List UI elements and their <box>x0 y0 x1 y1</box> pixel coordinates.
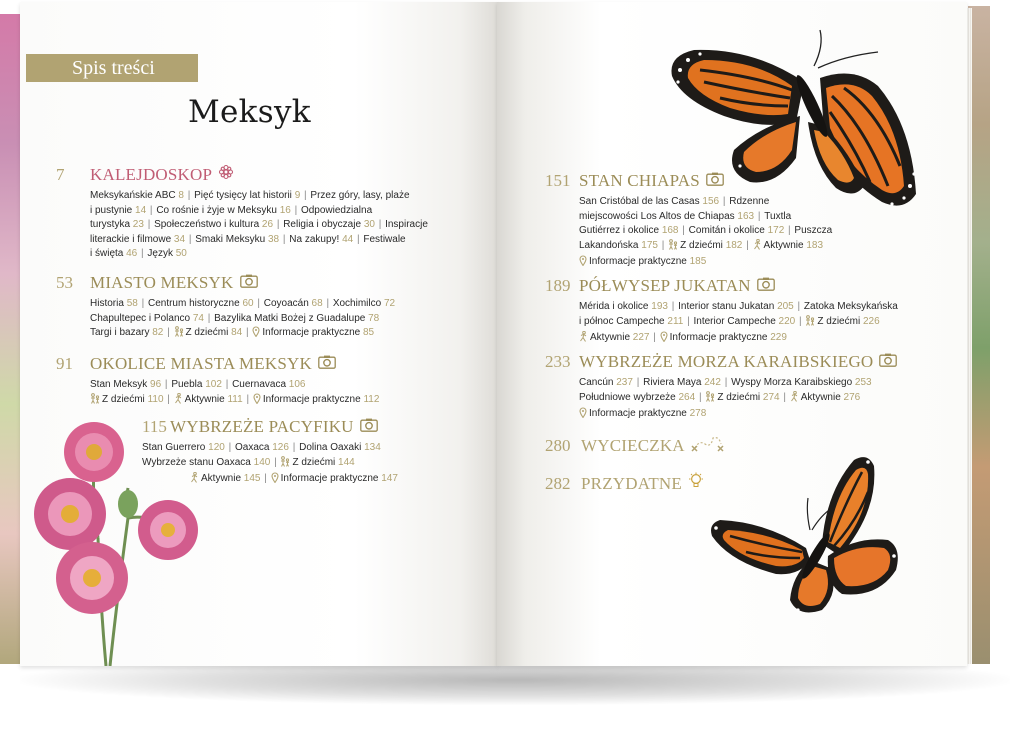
separator: | <box>633 377 643 388</box>
toc-entry[interactable] <box>232 379 305 390</box>
toc-entry-page: 168 <box>661 225 679 236</box>
camera-icon <box>879 353 897 372</box>
toc-entry-label: Centrum historyczne <box>147 298 243 309</box>
toc-entry-label: Co rośnie i żyje w Meksyku <box>156 204 280 216</box>
toc-entry-page: 38 <box>268 233 280 245</box>
toc-entry[interactable] <box>668 240 742 251</box>
toc-entry-page: 193 <box>651 301 668 312</box>
toc-entry[interactable] <box>363 234 405 245</box>
toc-entry[interactable] <box>579 240 658 251</box>
toc-entry-page: 226 <box>862 315 880 327</box>
toc-entry-page: 229 <box>770 332 787 343</box>
toc-entry[interactable] <box>148 298 254 309</box>
toc-entry-label: Coyoacán <box>263 298 312 309</box>
section-title: WYBRZEŻE MORZA KARAIBSKIEGO <box>579 352 874 371</box>
kids-icon <box>668 239 678 256</box>
toc-entry-page: 110 <box>147 393 164 405</box>
toc-entry-label: Historia <box>90 298 127 309</box>
toc-entry-label: literackie i filmowe <box>90 233 174 245</box>
toc-section-wycieczka[interactable] <box>545 434 725 457</box>
toc-entry-label: Puebla <box>171 379 206 390</box>
separator: | <box>323 298 332 309</box>
toc-entry-label: Aktywnie <box>763 239 807 251</box>
separator: | <box>261 473 270 484</box>
toc-entry-label: Chapultepec i Polanco <box>90 312 193 324</box>
separator: | <box>794 301 803 312</box>
toc-entry-page: 227 <box>632 332 650 343</box>
toc-entry-page: 147 <box>381 473 398 484</box>
camera-icon <box>360 418 378 437</box>
kids-icon <box>705 391 715 408</box>
section-page-number: 53 <box>56 273 73 292</box>
toc-entry-page: 68 <box>311 298 323 309</box>
separator: | <box>138 248 147 259</box>
toc-entry-label: Bazylika Matki Bożej z Guadalupe <box>214 312 369 324</box>
toc-entry-label: Wyspy Morza Karaibskiego <box>731 377 855 388</box>
toc-entry[interactable] <box>643 377 721 388</box>
toc-entry-label: Pięć tysięcy lat historii <box>194 190 295 201</box>
toc-entry-label: Rdzenne <box>729 196 770 207</box>
section-page-number: 233 <box>545 352 571 371</box>
separator: | <box>243 393 252 405</box>
toc-entry[interactable] <box>579 225 679 236</box>
toc-entry-page: 276 <box>843 391 861 403</box>
toc-section-okolice[interactable] <box>56 354 379 409</box>
toc-entry[interactable] <box>283 219 375 230</box>
toc-entry[interactable] <box>794 225 832 236</box>
toc-entry-label: Południowe wybrzeże <box>579 391 679 403</box>
section-page-number: 189 <box>545 276 571 295</box>
toc-entry[interactable] <box>660 332 787 343</box>
section-header[interactable] <box>56 273 395 293</box>
toc-entry-page: 145 <box>243 473 261 484</box>
section-title: MIASTO MEKSYK <box>90 273 234 292</box>
toc-entry[interactable] <box>385 219 428 230</box>
section-page-number: 280 <box>545 435 571 455</box>
toc-entry-label: i święta <box>90 248 127 259</box>
toc-entry[interactable] <box>280 457 354 468</box>
pin-icon <box>252 326 260 343</box>
toc-entry-label: Stan Guerrero <box>142 442 209 453</box>
toc-entry-page: 182 <box>725 239 743 251</box>
separator: | <box>204 312 214 324</box>
toc-entry[interactable] <box>705 392 779 403</box>
toc-entry-page: 264 <box>678 391 696 403</box>
separator: | <box>291 204 300 216</box>
mandala-icon <box>218 164 234 185</box>
toc-entry[interactable] <box>174 394 243 405</box>
toc-entry[interactable] <box>689 225 785 236</box>
toc-entry-label: Xochimilco <box>332 298 384 309</box>
toc-entry-label: Comitán i okolice <box>688 225 768 236</box>
toc-entry-label: Z dziećmi <box>817 315 863 327</box>
toc-entry-label: Inspiracje <box>385 219 428 230</box>
toc-section-kalejdoskop[interactable] <box>56 164 428 262</box>
toc-entry-label: Oaxaca <box>235 442 273 453</box>
toc-section-miasto-meksyk[interactable] <box>56 273 395 343</box>
separator: | <box>254 298 263 309</box>
toc-entry-page: 111 <box>227 393 243 405</box>
toc-entry[interactable] <box>252 327 374 338</box>
separator: | <box>755 210 764 222</box>
separator: | <box>743 239 752 251</box>
toc-entry[interactable] <box>804 301 898 312</box>
section-header[interactable] <box>56 164 428 185</box>
toc-entry[interactable] <box>90 248 137 259</box>
toc-entry-page: 185 <box>689 256 707 267</box>
toc-entry[interactable] <box>90 298 138 309</box>
toc-entry[interactable] <box>805 316 879 327</box>
section-entries <box>579 300 898 348</box>
separator: | <box>650 332 659 343</box>
toc-entry-label: Z dziećmi <box>717 391 763 403</box>
toc-entry[interactable] <box>694 316 796 327</box>
toc-entry-page: 144 <box>338 456 355 468</box>
camera-icon <box>757 277 775 296</box>
toc-entry-label: Religia i obyczaje <box>283 219 364 230</box>
toc-entry-page: 60 <box>242 298 254 309</box>
section-entries <box>90 378 379 409</box>
separator: | <box>186 233 195 245</box>
section-page-number: 91 <box>56 354 73 373</box>
separator: | <box>668 301 678 312</box>
toc-entry-page: 58 <box>126 298 138 309</box>
separator: | <box>138 298 147 309</box>
toc-entry-label: Z dziećmi <box>292 456 339 468</box>
toc-entry-page: 16 <box>279 204 291 216</box>
toc-entry-label: Z dziećmi <box>185 327 232 338</box>
toc-entry[interactable] <box>310 190 409 201</box>
toc-entry-label: Społeczeństwo i kultura <box>154 219 262 230</box>
section-title: PRZYDATNE <box>581 473 682 493</box>
toc-entry-label: Cuernavaca <box>232 379 289 390</box>
section-entries <box>90 297 395 343</box>
toc-entry-label: Gutiérrez i okolice <box>579 225 662 236</box>
toc-entry-page: 26 <box>261 219 274 230</box>
toc-entry-label: Festiwale <box>363 233 406 245</box>
toc-entry[interactable] <box>214 313 379 324</box>
section-page-number: 7 <box>56 164 65 184</box>
toc-entry-page: 175 <box>641 239 658 251</box>
toc-entry-page: 85 <box>362 327 375 338</box>
section-header[interactable] <box>545 434 725 457</box>
pin-icon <box>579 255 587 272</box>
pin-icon <box>660 331 668 348</box>
toc-entry-label: Aktywnie <box>590 332 633 343</box>
toc-entry-label: Wybrzeże stanu Oaxaca <box>142 456 254 468</box>
toc-entry-label: i pustynie <box>90 204 136 216</box>
toc-entry-label: turystyka <box>90 219 133 230</box>
toc-entry[interactable] <box>90 327 163 338</box>
separator: | <box>225 442 234 453</box>
toc-entry-page: 253 <box>854 377 872 388</box>
toc-entry-label: Z dziećmi <box>102 393 148 405</box>
toc-entry[interactable] <box>579 316 683 327</box>
toc-entry[interactable] <box>194 190 300 201</box>
section-page-number: 151 <box>545 171 571 190</box>
toc-entry-label: Zatoka Meksykańska <box>803 301 898 312</box>
toc-entry-label: Interior Campeche <box>693 315 779 327</box>
separator: | <box>721 377 731 388</box>
toc-entry-page: 102 <box>205 379 222 390</box>
toc-entry[interactable] <box>147 248 186 259</box>
toc-entry-label: Riviera Maya <box>643 377 705 388</box>
toc-entry[interactable] <box>678 301 794 312</box>
toc-entry-label: Interior stanu Jukatan <box>678 301 778 312</box>
toc-entry-label: Na zakupy! <box>289 233 343 245</box>
separator: | <box>222 379 232 390</box>
toc-entry-page: 78 <box>368 312 380 324</box>
toc-entry-page: 50 <box>175 248 187 259</box>
toc-entry-page: 72 <box>383 298 396 309</box>
separator: | <box>184 190 194 201</box>
section-title: OKOLICE MIASTA MEKSYK <box>90 354 312 373</box>
toc-entry-page: 163 <box>737 210 755 222</box>
toc-entry-label: Aktywnie <box>800 391 844 403</box>
section-header[interactable] <box>545 352 897 372</box>
toc-entry[interactable] <box>271 473 398 484</box>
toc-entry[interactable] <box>579 301 668 312</box>
toc-entry[interactable] <box>90 379 161 390</box>
toc-entry[interactable] <box>731 377 872 388</box>
toc-entry[interactable] <box>154 219 273 230</box>
toc-entry-page: 30 <box>363 219 375 230</box>
toc-entry-label: miejscowości Los Altos de Chiapas <box>579 210 738 222</box>
toc-section-jukatan[interactable] <box>545 276 898 348</box>
toc-entry-page: 220 <box>778 315 796 327</box>
toc-entry[interactable] <box>753 240 823 251</box>
toc-entry-page: 140 <box>253 456 271 468</box>
toc-section-karaiby[interactable] <box>545 352 897 424</box>
toc-entry[interactable] <box>174 327 243 338</box>
toc-entry-label: Mérida i okolice <box>579 301 652 312</box>
toc-entry[interactable] <box>90 234 185 245</box>
separator: | <box>679 225 688 236</box>
separator: | <box>280 233 289 245</box>
toc-entry[interactable] <box>253 394 380 405</box>
toc-entry[interactable] <box>156 205 291 216</box>
toc-entry-label: Aktywnie <box>184 393 228 405</box>
toc-entry[interactable] <box>301 205 372 216</box>
section-entries <box>90 189 428 262</box>
camera-icon <box>318 355 336 374</box>
separator: | <box>796 315 805 327</box>
toc-entry-page: 172 <box>767 225 785 236</box>
toc-entry[interactable] <box>171 379 222 390</box>
separator: | <box>780 391 789 403</box>
toc-entry-label: Targi i bazary <box>90 327 153 338</box>
toc-entry-label: Tuxtla <box>764 210 792 222</box>
separator: | <box>720 196 729 207</box>
separator: | <box>274 219 283 230</box>
toc-entry[interactable] <box>579 377 633 388</box>
pin-icon <box>253 393 261 410</box>
section-header[interactable] <box>545 276 898 296</box>
kids-icon <box>90 393 100 410</box>
toc-entry-page: 274 <box>762 391 780 403</box>
toc-entry-page: 134 <box>364 442 381 453</box>
toc-entry[interactable] <box>90 190 184 201</box>
toc-section-przydatne[interactable] <box>545 472 704 495</box>
kids-icon <box>280 456 290 473</box>
separator: | <box>271 456 280 468</box>
toc-entry-page: 8 <box>178 190 184 201</box>
toc-entry-label: i północ Campeche <box>579 315 668 327</box>
section-title: WYBRZEŻE PACYFIKU <box>170 417 354 436</box>
toc-entry-page: 46 <box>126 248 138 259</box>
toc-entry-page: 96 <box>150 379 162 390</box>
toc-entry-page: 183 <box>806 239 824 251</box>
separator: | <box>301 190 310 201</box>
toc-entry-label: Cancún <box>579 377 617 388</box>
active-icon <box>174 393 183 410</box>
dahlia-flowers-image <box>28 418 208 666</box>
pin-icon <box>271 472 279 489</box>
toc-entry[interactable] <box>90 394 164 405</box>
toc-entry-page: 156 <box>702 196 720 207</box>
toc-entry-page: 205 <box>777 301 794 312</box>
toc-entry-label: Odpowiedzialna <box>300 204 373 216</box>
section-page-number: 115 <box>142 417 167 436</box>
toc-entry[interactable] <box>333 298 395 309</box>
active-icon <box>579 331 588 348</box>
separator: | <box>375 219 385 230</box>
toc-entry-label: Przez góry, lasy, plaże <box>310 190 410 201</box>
toc-entry-page: 14 <box>135 204 147 216</box>
toc-entry-label: Meksykańskie ABC <box>90 190 179 201</box>
separator: | <box>144 219 154 230</box>
toc-entry-label: Informacje praktyczne <box>262 327 363 338</box>
toc-entry[interactable] <box>289 234 353 245</box>
toc-entry[interactable] <box>579 408 706 419</box>
separator: | <box>696 391 705 403</box>
toc-entry-label: San Cristóbal de las Casas <box>579 196 703 207</box>
section-header[interactable] <box>56 354 379 374</box>
monarch-butterfly-image <box>664 26 926 222</box>
toc-entry-page: 126 <box>272 442 289 453</box>
toc-entry[interactable] <box>90 313 204 324</box>
toc-entry-page: 106 <box>288 379 306 390</box>
active-icon <box>753 239 762 256</box>
toc-entry-page: 34 <box>173 233 186 245</box>
separator: | <box>164 393 173 405</box>
toc-entry[interactable] <box>195 234 279 245</box>
toc-entry-page: 82 <box>152 327 164 338</box>
toc-entry-label: Informacje praktyczne <box>589 408 690 419</box>
toc-entry-label: Smaki Meksyku <box>195 233 268 245</box>
separator: | <box>147 204 156 216</box>
section-entries <box>579 376 897 424</box>
toc-entry[interactable] <box>235 442 289 453</box>
toc-entry-page: 242 <box>704 377 721 388</box>
toc-entry[interactable] <box>579 256 706 267</box>
toc-entry-page: 9 <box>294 190 301 201</box>
section-title: WYCIECZKA <box>581 435 685 455</box>
toc-entry[interactable] <box>264 298 323 309</box>
separator: | <box>658 239 668 251</box>
toc-entry-label: Dolina Oaxaki <box>299 442 365 453</box>
separator: | <box>243 327 252 338</box>
separator: | <box>289 442 299 453</box>
separator: | <box>354 233 363 245</box>
toc-label: Spis treści <box>26 54 198 82</box>
toc-entry-label: Aktywnie <box>201 473 244 484</box>
toc-entry-page: 84 <box>231 327 243 338</box>
toc-entry[interactable] <box>90 205 146 216</box>
toc-entry-label: Z dziećmi <box>680 239 726 251</box>
toc-entry-label: Informacje praktyczne <box>589 256 690 267</box>
section-header[interactable] <box>545 472 704 495</box>
lightbulb-icon <box>688 472 704 495</box>
toc-entry-page: 44 <box>342 233 354 245</box>
toc-entry-page: 112 <box>363 393 380 405</box>
pin-icon <box>579 407 587 424</box>
toc-entry-label: Informacje praktyczne <box>280 473 382 484</box>
toc-entry[interactable] <box>90 219 144 230</box>
toc-entry-page: 120 <box>208 442 225 453</box>
toc-entry[interactable] <box>299 442 381 453</box>
toc-entry-label: Puszcza <box>794 225 833 236</box>
separator: | <box>785 225 794 236</box>
toc-entry-page: 74 <box>192 312 204 324</box>
section-page-number: 282 <box>545 473 571 493</box>
monarch-butterfly-image-2 <box>706 452 902 620</box>
separator: | <box>164 327 173 338</box>
toc-entry[interactable] <box>790 392 860 403</box>
toc-entry-label: Informacje praktyczne <box>262 393 364 405</box>
kids-icon <box>174 326 184 343</box>
kids-icon <box>805 315 815 332</box>
separator: | <box>684 315 693 327</box>
toc-entry[interactable] <box>579 392 695 403</box>
toc-entry-page: 211 <box>667 315 684 327</box>
toc-entry-label: Informacje praktyczne <box>669 332 771 343</box>
toc-entry-page: 23 <box>132 219 144 230</box>
toc-entry-label: Stan Meksyk <box>90 379 151 390</box>
section-title: PÓŁWYSEP JUKATAN <box>579 276 751 295</box>
page-title: Meksyk <box>188 94 311 130</box>
section-title: STAN CHIAPAS <box>579 171 700 190</box>
section-title: KALEJDOSKOP <box>90 164 213 184</box>
active-icon <box>790 391 799 408</box>
toc-entry[interactable] <box>579 332 649 343</box>
camera-icon <box>240 274 258 293</box>
toc-entry-label: Lakandońska <box>579 239 642 251</box>
toc-entry-page: 237 <box>616 377 633 388</box>
toc-entry-page: 278 <box>689 408 707 419</box>
separator: | <box>162 379 171 390</box>
toc-entry-label: Język <box>147 248 176 259</box>
